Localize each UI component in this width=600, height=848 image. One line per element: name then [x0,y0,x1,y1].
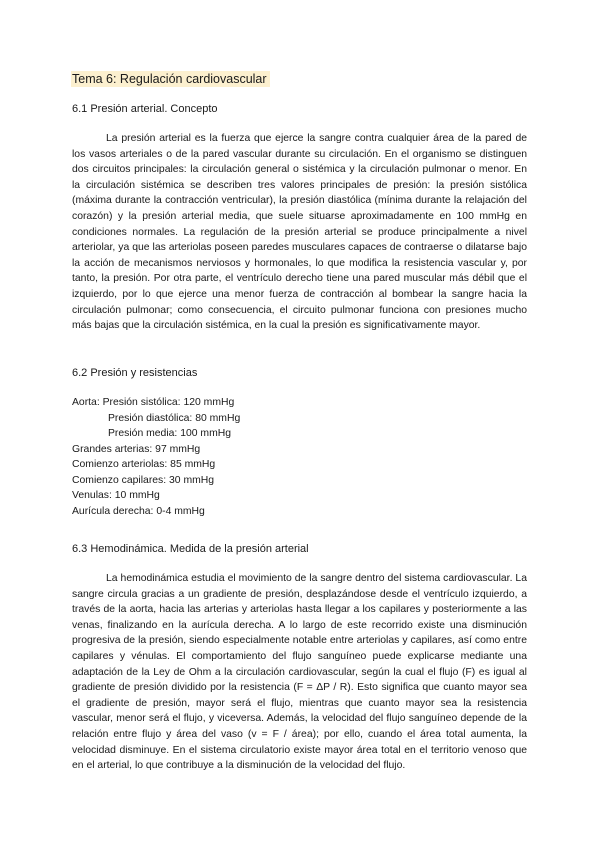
list-item: Aorta: Presión sistólica: 120 mmHg [72,397,235,408]
list-item: Presión diastólica: 80 mmHg [108,412,241,424]
section-heading-6-3: 6.3 Hemodinámica. Medida de la presión arterial [72,543,309,555]
section-heading-6-2: 6.2 Presión y resistencias [72,367,198,379]
list-item: Venulas: 10 mmHg [72,490,160,501]
pressure-list [72,395,240,519]
section-paragraph-6-3: La hemodinámica estudia el movimiento de la sangre dentro del sistema cardiovascular. La sangre circula gracias a un gradiente de presión, desplazándose desde el ventrículo izquierdo, a través de la aorta, hacia las arterias y arteriolas hasta llegar a los capilares y posteriormente a las venas, finalizando en la aurícula derecha. A lo largo de este recorrido existe una disminución progresiva de la presión, siendo especialmente notable entre arteriolas y capilares, así como entre capilares y vénulas. El comportamiento del flujo sanguíneo puede explicarse mediante una adaptación de la Ley de Ohm a la circulación cardiovascular, según la cual el flujo (F) es igual al gradiente de presión dividido por la resistencia (F = ΔP / R). Esto significa que cuanto mayor sea el gradiente de presión, mayor será el flujo, mientras que cuanto mayor sea la resistencia vascular, menor será el flujo, y viceversa. Además, la velocidad del flujo sanguíneo depende de la relación entre flujo y área del vaso (v = F / área); por ello, cuando el área total aumenta, la velocidad disminuye. En el sistema circulatorio existe mayor área total en el territorio venoso que en el arterial, lo que contribuye a la disminución de la velocidad del flujo. [72,573,527,772]
list-item: Comienzo capilares: 30 mmHg [72,474,215,486]
list-item: Presión media: 100 mmHg [108,428,232,439]
section-paragraph-6-1: La presión arterial es la fuerza que ejerce la sangre contra cualquier área de la pared de los vasos arteriales o de la pared vascular durante su circulación. En el organismo se distinguen dos circuitos principales: la circulación general o sistémica y la circulación pulmonar o menor. En la circulación sistémica se describen tres valores principales de presión: la presión sistólica (máxima durante la contracción ventricular), la presión diastólica (mínima durante la relajación del corazón) y la presión arterial media, que suele situarse aproximadamente en 100 mmHg en condiciones normales. La regulación de la presión arterial se produce principalmente a nivel arteriolar, ya que las arteriolas poseen paredes musculares capaces de contraerse o dilatarse bajo la acción de mecanismos nerviosos y hormonales, lo que modifica la resistencia vascular y, por tanto, la presión. Por otra parte, el ventrículo derecho tiene una pared muscular más débil que el izquierdo, por lo que ejerce una menor fuerza de contracción al bombear la sangre hacia la circulación pulmonar; como consecuencia, el circuito pulmonar funciona con presiones mucho más bajas que la circulación sistémica, en la cual la presión es significativamente mayor. [72,133,527,332]
list-item: Comienzo arteriolas: 85 mmHg [72,459,216,470]
list-item: Grandes arterias: 97 mmHg [72,443,201,455]
page-title: Tema 6: Regulación cardiovascular [71,71,270,87]
list-item: Aurícula derecha: 0-4 mmHg [72,505,205,517]
section-heading-6-1: 6.1 Presión arterial. Concepto [72,103,218,115]
